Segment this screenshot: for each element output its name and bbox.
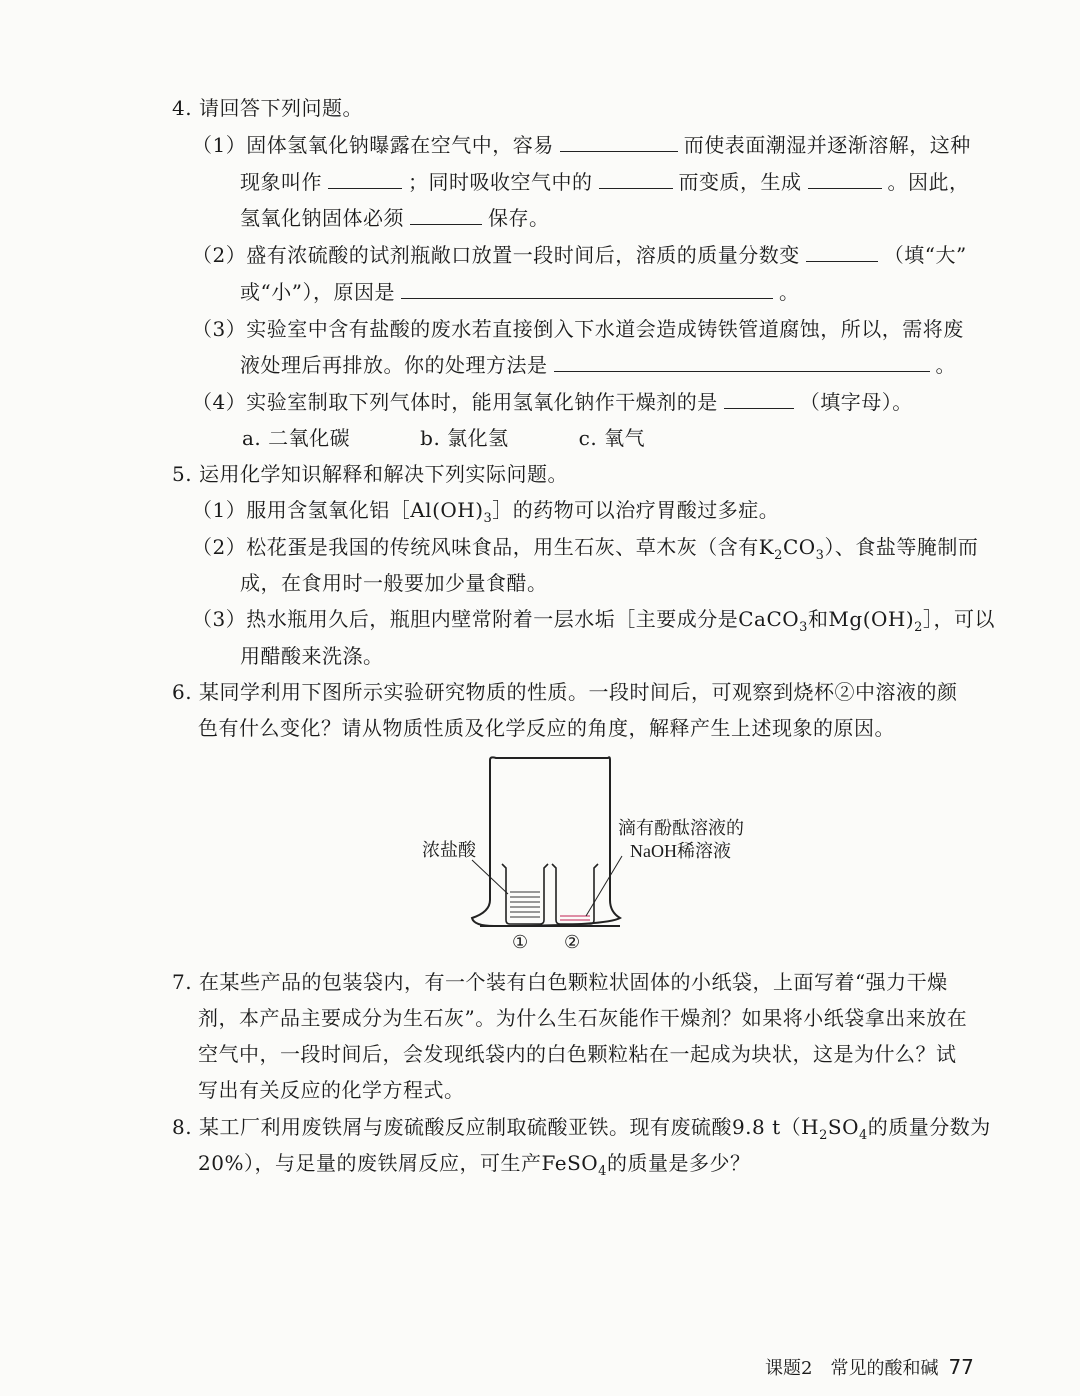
bell-jar xyxy=(472,757,620,926)
q6-line2: 色有什么变化？请从物质性质及化学反应的角度，解释产生上述现象的原因。 xyxy=(198,716,895,740)
q4-part3-line1: （3）实验室中含有盐酸的废水若直接倒入下水道会造成铸铁管道腐蚀，所以，需将废 xyxy=(192,317,964,341)
q4-part2-line2: 或“小”），原因是 。 xyxy=(240,280,800,304)
q4-part1-line3: 氢氧化钠固体必须 保存。 xyxy=(240,206,550,230)
answer-blank[interactable] xyxy=(410,204,482,225)
q6-line1: 6. 某同学利用下图所示实验研究物质的性质。一段时间后，可观察到烧杯②中溶液的颜 xyxy=(172,680,958,704)
pointer-right xyxy=(586,856,622,916)
label-conc-hcl: 浓盐酸 xyxy=(422,840,476,861)
answer-blank[interactable] xyxy=(806,241,878,262)
beaker-1 xyxy=(502,864,548,924)
q5-part1: （1）服用含氢氧化铝$[Al(OH)_3]$的药物可以治疗胃酸过多症。 xyxy=(192,498,780,526)
answer-blank[interactable] xyxy=(808,168,882,189)
q4-part1-line2: 现象叫作 ；同时吸收空气中的 而变质，生成 。因此， xyxy=(240,170,970,194)
experiment-figure xyxy=(410,750,770,960)
answer-blank[interactable] xyxy=(599,168,673,189)
answer-blank[interactable] xyxy=(554,351,930,372)
answer-blank[interactable] xyxy=(724,388,794,409)
answer-blank[interactable] xyxy=(401,278,773,299)
q5-part2-line2: 成，在食用时一般要加少量食醋。 xyxy=(240,571,548,595)
answer-blank[interactable] xyxy=(560,131,678,152)
q4-options xyxy=(242,424,715,452)
answer-blank[interactable] xyxy=(328,168,402,189)
q7-line2: 剂，本产品主要成分为生石灰”。为什么生石灰能作干燥剂？如果将小纸袋拿出来放在 xyxy=(198,1006,968,1030)
q4-part2-line1: （2）盛有浓硫酸的试剂瓶敞口放置一段时间后，溶质的质量分数变 （填“大” xyxy=(192,243,967,267)
q8-line2: 20%），与足量的废铁屑反应，可生产FeSO$_4$的质量是多少？ xyxy=(198,1151,751,1179)
q5-part3-line2: 用醋酸来洗涤。 xyxy=(240,644,384,668)
q4-heading: 4. 请回答下列问题。 xyxy=(172,96,363,120)
option-c: c. 氧气 xyxy=(578,426,646,450)
label-beaker-2: ② xyxy=(564,932,581,953)
q4-part3-line2: 液处理后再排放。你的处理方法是 。 xyxy=(240,353,956,377)
page-number: 77 xyxy=(948,1355,974,1379)
q5-part2-line1: （2）松花蛋是我国的传统风味食品，用生石灰、草木灰（含有$K_2CO_3$）、食盐等腌制而 xyxy=(192,535,979,563)
label-naoh: NaOH稀溶液 xyxy=(630,841,731,861)
option-b: b. 氯化氢 xyxy=(420,426,509,450)
q4-part1-line1: （1）固体氢氧化钠曝露在空气中，容易 而使表面潮湿并逐渐溶解，这种 xyxy=(192,133,971,157)
q7-line1: 7. 在某些产品的包装袋内，有一个装有白色颗粒状固体的小纸袋，上面写着“强力干燥 xyxy=(172,970,948,994)
q7-line3: 空气中，一段时间后，会发现纸袋内的白色颗粒粘在一起成为块状，这是为什么？试 xyxy=(198,1042,957,1066)
q7-line4: 写出有关反应的化学方程式。 xyxy=(198,1078,465,1102)
label-phenolphthalein: 滴有酚酞溶液的 xyxy=(618,818,744,839)
label-beaker-1: ① xyxy=(512,932,529,953)
option-a: a. 二氧化碳 xyxy=(242,426,351,450)
page-footer xyxy=(765,1354,974,1382)
beaker-2 xyxy=(552,864,598,924)
q5-part3-line1: （3）热水瓶用久后，瓶胆内壁常附着一层水垢［主要成分是CaCO$_3$和$Mg(OH)_2]$，可以 xyxy=(192,607,995,635)
q8-line1: 8. 某工厂利用废铁屑与废硫酸反应制取硫酸亚铁。现有废硫酸9.8 $t(H_2SO_4$的质量分数为 xyxy=(172,1115,991,1143)
section-title: 课题2 常见的酸和碱 xyxy=(765,1358,939,1379)
q4-part4-line1: （4）实验室制取下列气体时，能用氢氧化钠作干燥剂的是 （填字母）。 xyxy=(192,390,913,414)
q5-heading: 5. 运用化学知识解释和解决下列实际问题。 xyxy=(172,462,568,486)
